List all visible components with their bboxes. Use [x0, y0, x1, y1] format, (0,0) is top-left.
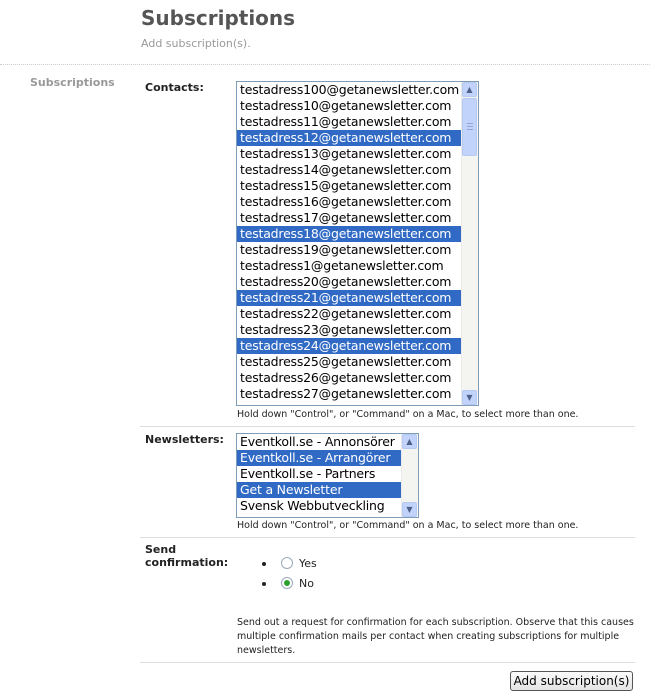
newsletters-listbox[interactable] — [236, 433, 419, 518]
radio-no-label[interactable]: No — [299, 577, 314, 590]
list-option[interactable]: testadress12@getanewsletter.com — [237, 130, 478, 146]
list-option[interactable]: testadress15@getanewsletter.com — [240, 178, 452, 193]
radio-no[interactable] — [281, 577, 293, 589]
list-option[interactable]: Svensk Webbutveckling — [240, 498, 385, 513]
list-option[interactable]: testadress13@getanewsletter.com — [240, 146, 452, 161]
list-option[interactable]: testadress1@getanewsletter.com — [240, 258, 444, 273]
list-option[interactable]: testadress17@getanewsletter.com — [240, 210, 452, 225]
scroll-up-icon[interactable]: ▲ — [402, 434, 417, 449]
scroll-up-icon[interactable]: ▲ — [462, 82, 477, 97]
list-option[interactable]: Eventkoll.se - Annonsörer — [240, 434, 395, 449]
radio-yes[interactable] — [281, 557, 293, 569]
list-option[interactable]: testadress23@getanewsletter.com — [240, 322, 452, 337]
list-option[interactable]: Eventkoll.se - Arrangörer — [237, 450, 418, 466]
list-option[interactable]: testadress100@getanewsletter.com — [240, 82, 459, 97]
contacts-scrollbar[interactable] — [461, 82, 478, 405]
bullet-icon — [262, 562, 266, 566]
list-option[interactable]: testadress25@getanewsletter.com — [240, 354, 452, 369]
list-option[interactable]: testadress22@getanewsletter.com — [240, 306, 452, 321]
bullet-icon — [262, 582, 266, 586]
list-option[interactable]: testadress14@getanewsletter.com — [240, 162, 452, 177]
contacts-label: Contacts: — [145, 81, 204, 94]
row-divider — [140, 537, 635, 538]
page-subtitle: Add subscription(s). — [141, 37, 251, 50]
row-divider — [140, 426, 635, 427]
list-option[interactable]: Get a Newsletter — [237, 482, 418, 498]
list-option[interactable]: testadress27@getanewsletter.com — [240, 386, 452, 401]
newsletters-help: Hold down "Control", or "Command" on a Mac, to select more than one. — [237, 520, 579, 531]
list-option[interactable]: testadress26@getanewsletter.com — [240, 370, 452, 385]
scroll-down-icon[interactable]: ▼ — [462, 390, 477, 405]
add-subscriptions-button[interactable]: Add subscription(s) — [510, 671, 633, 691]
scroll-down-icon[interactable]: ▼ — [402, 502, 417, 517]
radio-yes-label[interactable]: Yes — [299, 557, 317, 570]
list-option[interactable]: testadress18@getanewsletter.com — [237, 226, 478, 242]
newsletters-label: Newsletters: — [145, 433, 224, 446]
list-option[interactable]: testadress19@getanewsletter.com — [240, 242, 452, 257]
fieldset-legend: Subscriptions — [30, 76, 115, 89]
list-option[interactable]: Eventkoll.se - Partners — [240, 466, 376, 481]
divider — [0, 64, 650, 65]
row-divider — [140, 662, 635, 663]
confirmation-label-line1: Send — [145, 543, 177, 556]
confirmation-label — [145, 543, 228, 569]
contacts-listbox[interactable] — [236, 81, 479, 406]
confirmation-help: Send out a request for confirmation for each subscription. Observe that this causes multiple confirmation mails per contact when creating subscriptions for multiple newsletters. — [237, 617, 634, 656]
list-option[interactable]: testadress11@getanewsletter.com — [240, 114, 452, 129]
page-title: Subscriptions — [141, 6, 296, 30]
list-option[interactable]: testadress21@getanewsletter.com — [237, 290, 478, 306]
list-option[interactable]: testadress20@getanewsletter.com — [240, 274, 452, 289]
confirmation-label-line2: confirmation: — [145, 556, 229, 569]
contacts-help: Hold down "Control", or "Command" on a Mac, to select more than one. — [237, 409, 579, 420]
newsletters-scrollbar[interactable] — [401, 434, 418, 517]
scroll-thumb[interactable] — [462, 98, 477, 156]
list-option[interactable]: testadress16@getanewsletter.com — [240, 194, 452, 209]
list-option[interactable]: testadress24@getanewsletter.com — [237, 338, 478, 354]
list-option[interactable]: testadress10@getanewsletter.com — [240, 98, 452, 113]
